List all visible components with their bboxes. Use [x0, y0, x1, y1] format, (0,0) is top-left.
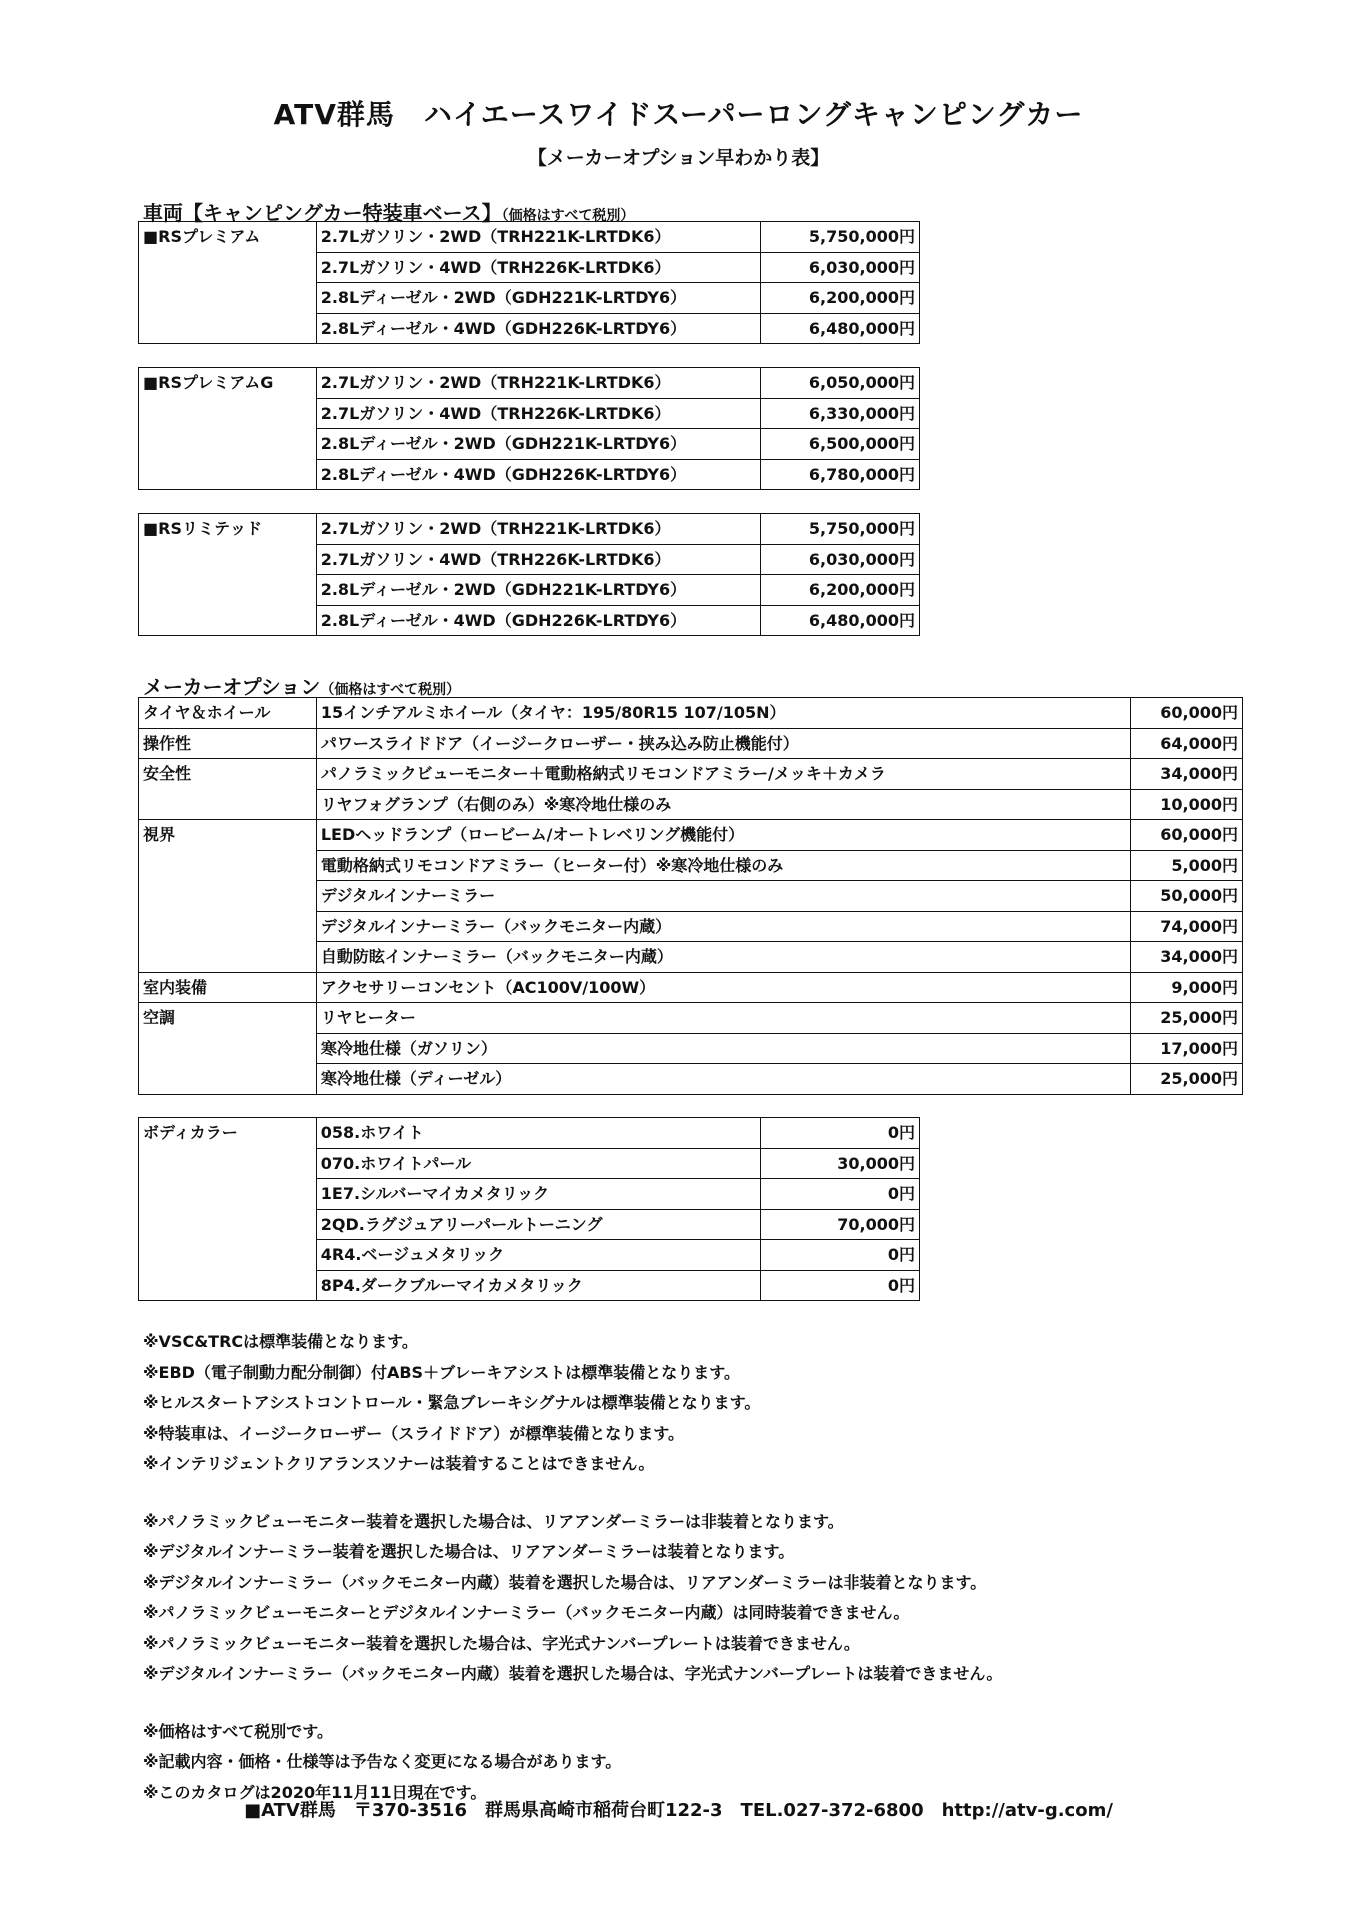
option-section-heading	[143, 671, 460, 700]
note-line: ※デジタルインナーミラー（バックモニター内蔵）装着を選択した場合は、リアアンダーミラーは非装着となります。	[143, 1572, 987, 1592]
color-price-cell: 0円	[761, 1179, 920, 1210]
option-item-cell: 自動防眩インナーミラー（バックモニター内蔵）	[316, 942, 1130, 973]
vehicle-price-cell: 6,200,000円	[761, 575, 920, 606]
option-item-cell: リヤヒーター	[316, 1003, 1130, 1034]
color-item-cell: 070.ホワイトパール	[316, 1148, 760, 1179]
vehicle-grade-cell: ■RSプレミアム	[139, 222, 317, 344]
vehicle-price-cell: 6,480,000円	[761, 605, 920, 636]
note-line: ※EBD（電子制動力配分制御）付ABS＋ブレーキアシストは標準装備となります。	[143, 1362, 741, 1382]
vehicle-price-cell: 6,780,000円	[761, 459, 920, 490]
vehicle-spec-cell: 2.8Lディーゼル・4WD（GDH226K-LRTDY6）	[316, 459, 761, 490]
vehicle-grade-cell: ■RSプレミアムG	[139, 368, 317, 490]
color-item-cell: 8P4.ダークブルーマイカメタリック	[316, 1270, 760, 1301]
option-price-cell: 5,000円	[1131, 850, 1243, 881]
vehicle-price-cell: 6,050,000円	[761, 368, 920, 399]
note-line: ※パノラミックビューモニター装着を選択した場合は、字光式ナンバープレートは装着できません。	[143, 1633, 860, 1653]
note-group	[143, 1327, 1002, 1480]
vehicle-price-cell: 6,030,000円	[761, 544, 920, 575]
note-line: ※特装車は、イージークローザー（スライドドア）が標準装備となります。	[143, 1423, 684, 1443]
vehicle-price-cell: 5,750,000円	[761, 514, 920, 545]
table-row	[139, 222, 920, 253]
vehicle-price-cell: 6,480,000円	[761, 313, 920, 344]
option-price-cell: 25,000円	[1131, 1003, 1243, 1034]
option-item-cell: 寒冷地仕様（ディーゼル）	[316, 1064, 1130, 1095]
color-item-cell: 058.ホワイト	[316, 1118, 760, 1149]
color-price-cell: 0円	[761, 1118, 920, 1149]
option-price-cell: 9,000円	[1131, 972, 1243, 1003]
vehicle-group-table	[138, 367, 920, 490]
vehicle-spec-cell: 2.7Lガソリン・2WD（TRH221K-LRTDK6）	[316, 514, 761, 545]
note-line: ※ヒルスタートアシストコントロール・緊急ブレーキシグナルは標準装備となります。	[143, 1393, 761, 1412]
table-row	[139, 1118, 920, 1149]
vehicle-spec-cell: 2.8Lディーゼル・4WD（GDH226K-LRTDY6）	[316, 313, 761, 344]
option-item-cell: パワースライドドア（イージークローザー・挟み込み防止機能付）	[316, 728, 1130, 759]
option-item-cell: デジタルインナーミラー	[316, 881, 1130, 912]
option-heading-text: メーカーオプション	[143, 675, 321, 699]
option-item-cell: パノラミックビューモニター＋電動格納式リモコンドアミラー/メッキ＋カメラ	[316, 759, 1130, 790]
color-category-cell: ボディカラー	[139, 1118, 317, 1301]
page-title: ATV群馬 ハイエースワイドスーパーロングキャンピングカー	[273, 98, 1084, 131]
option-item-cell: 寒冷地仕様（ガソリン）	[316, 1033, 1130, 1064]
vehicle-heading-note: （価格はすべて税別）	[501, 208, 635, 224]
option-item-cell: 15インチアルミホイール（タイヤ：195/80R15 107/105N）	[316, 698, 1130, 729]
vehicle-heading-text: 車両【キャンピングカー特装車ベース】	[143, 201, 502, 225]
body-color-table	[138, 1117, 920, 1301]
vehicle-spec-cell: 2.7Lガソリン・2WD（TRH221K-LRTDK6）	[316, 222, 761, 253]
note-line: ※インテリジェントクリアランスソナーは装着することはできません。	[143, 1454, 655, 1473]
option-price-cell: 60,000円	[1131, 820, 1243, 851]
vehicle-price-cell: 5,750,000円	[761, 222, 920, 253]
vehicle-price-cell: 6,330,000円	[761, 398, 920, 429]
option-price-cell: 64,000円	[1131, 728, 1243, 759]
option-item-cell: LEDヘッドランプ（ロービーム/オートレベリング機能付）	[316, 820, 1130, 851]
option-category-cell: 操作性	[139, 728, 317, 759]
note-line: ※パノラミックビューモニターとデジタルインナーミラー（バックモニター内蔵）は同時装着できません。	[143, 1603, 910, 1622]
option-price-cell: 74,000円	[1131, 911, 1243, 942]
note-line: ※デジタルインナーミラー（バックモニター内蔵）装着を選択した場合は、字光式ナンバープレートは装着できません。	[143, 1664, 1003, 1683]
note-line: ※このカタログは2020年11月11日現在です。	[143, 1782, 487, 1802]
table-row	[139, 368, 920, 399]
vehicle-spec-cell: 2.7Lガソリン・4WD（TRH226K-LRTDK6）	[316, 252, 761, 283]
note-line: ※デジタルインナーミラー装着を選択した場合は、リアアンダーミラーは装着となります。	[143, 1542, 795, 1561]
maker-option-table	[138, 697, 1243, 1095]
option-item-cell: リヤフォグランプ（右側のみ）※寒冷地仕様のみ	[316, 789, 1130, 820]
option-category-cell: タイヤ＆ホイール	[139, 698, 317, 729]
color-item-cell: 2QD.ラグジュアリーパールトーニング	[316, 1209, 760, 1240]
table-row	[139, 759, 1243, 790]
vehicle-group-table	[138, 513, 920, 636]
vehicle-price-cell: 6,030,000円	[761, 252, 920, 283]
option-heading-note: （価格はすべて税別）	[320, 682, 461, 698]
note-line: ※パノラミックビューモニター装着を選択した場合は、リアアンダーミラーは非装着となります。	[143, 1511, 844, 1531]
vehicle-spec-cell: 2.7Lガソリン・2WD（TRH221K-LRTDK6）	[316, 368, 761, 399]
page-subtitle: 【メーカーオプション早わかり表】	[527, 147, 830, 169]
vehicle-grade-cell: ■RSリミテッド	[139, 514, 317, 636]
color-item-cell: 4R4.ベージュメタリック	[316, 1240, 760, 1271]
color-price-cell: 70,000円	[761, 1209, 920, 1240]
color-price-cell: 0円	[761, 1270, 920, 1301]
table-row	[139, 698, 1243, 729]
option-price-cell: 10,000円	[1131, 789, 1243, 820]
option-item-cell: アクセサリーコンセント（AC100V/100W）	[316, 972, 1130, 1003]
color-price-cell: 0円	[761, 1240, 920, 1271]
vehicle-spec-cell: 2.8Lディーゼル・2WD（GDH221K-LRTDY6）	[316, 283, 761, 314]
vehicle-spec-cell: 2.8Lディーゼル・2WD（GDH221K-LRTDY6）	[316, 429, 761, 460]
option-price-cell: 17,000円	[1131, 1033, 1243, 1064]
option-item-cell: デジタルインナーミラー（バックモニター内蔵）	[316, 911, 1130, 942]
option-category-cell: 視界	[139, 820, 317, 973]
option-price-cell: 25,000円	[1131, 1064, 1243, 1095]
vehicle-spec-cell: 2.7Lガソリン・4WD（TRH226K-LRTDK6）	[316, 544, 761, 575]
table-row	[139, 972, 1243, 1003]
option-category-cell: 室内装備	[139, 972, 317, 1003]
vehicle-spec-cell: 2.8Lディーゼル・4WD（GDH226K-LRTDY6）	[316, 605, 761, 636]
vehicle-price-cell: 6,500,000円	[761, 429, 920, 460]
table-row	[139, 728, 1243, 759]
option-price-cell: 34,000円	[1131, 942, 1243, 973]
note-line: ※記載内容・価格・仕様等は予告なく変更になる場合があります。	[143, 1752, 622, 1771]
footer-contact: ■ATV群馬 〒370-3516 群馬県高崎市稲荷台町122-3 TEL.027-372-6800 http://atv-g.com/	[244, 1800, 1113, 1821]
option-price-cell: 50,000円	[1131, 881, 1243, 912]
option-price-cell: 60,000円	[1131, 698, 1243, 729]
vehicle-spec-cell: 2.8Lディーゼル・2WD（GDH221K-LRTDY6）	[316, 575, 761, 606]
color-price-cell: 30,000円	[761, 1148, 920, 1179]
table-row	[139, 820, 1243, 851]
vehicle-spec-cell: 2.7Lガソリン・4WD（TRH226K-LRTDK6）	[316, 398, 761, 429]
option-category-cell: 安全性	[139, 759, 317, 820]
vehicle-group-table	[138, 221, 920, 344]
color-item-cell: 1E7.シルバーマイカメタリック	[316, 1179, 760, 1210]
note-line: ※VSC&TRCは標準装備となります。	[143, 1332, 418, 1351]
option-category-cell: 空調	[139, 1003, 317, 1095]
note-line: ※価格はすべて税別です。	[143, 1721, 333, 1741]
option-item-cell: 電動格納式リモコンドアミラー（ヒーター付）※寒冷地仕様のみ	[316, 850, 1130, 881]
note-group	[143, 1717, 1002, 1809]
option-price-cell: 34,000円	[1131, 759, 1243, 790]
vehicle-price-cell: 6,200,000円	[761, 283, 920, 314]
notes-block	[143, 1327, 1002, 1835]
table-row	[139, 514, 920, 545]
table-row	[139, 1003, 1243, 1034]
note-group	[143, 1507, 1002, 1690]
